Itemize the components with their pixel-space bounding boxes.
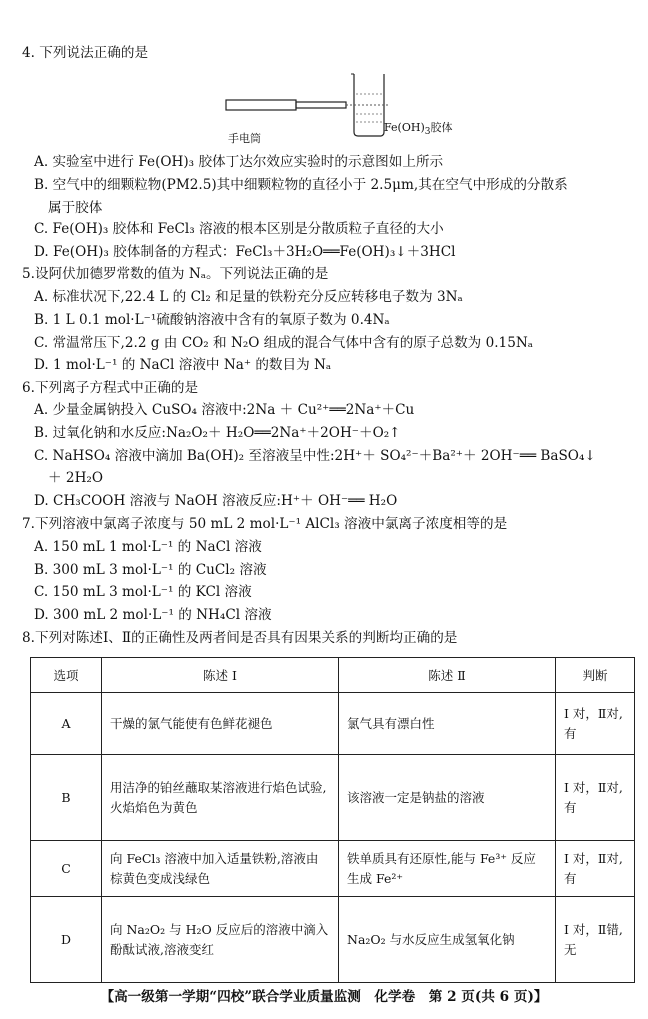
row-judgment: Ⅰ 对，Ⅱ错,无	[556, 897, 635, 983]
q5-option-b: B. 1 L 0.1 mol·L⁻¹硫酸钠溶液中含有的氧原子数为 0.4Nₐ	[34, 312, 390, 328]
q7-option-a: A. 150 mL 1 mol·L⁻¹ 的 NaCl 溶液	[34, 539, 262, 555]
header-statement-1: 陈述 Ⅰ	[102, 658, 339, 693]
q4-option-c: C. Fe(OH)₃ 胶体和 FeCl₃ 溶液的根本区别是分散质粒子直径的大小	[34, 221, 444, 237]
row-option: A	[31, 693, 102, 755]
flashlight-label: 手电筒	[228, 132, 261, 145]
row-judgment: Ⅰ 对，Ⅱ对,有	[556, 693, 635, 755]
row-statement-1: 干燥的氯气能使有色鲜花褪色	[102, 693, 339, 755]
header-statement-2: 陈述 Ⅱ	[339, 658, 556, 693]
table-header-row	[31, 658, 635, 693]
q7-option-b: B. 300 mL 3 mol·L⁻¹ 的 CuCl₂ 溶液	[34, 562, 267, 578]
q6-option-c: C. NaHSO₄ 溶液中滴加 Ba(OH)₂ 至溶液呈中性:2H⁺＋ SO₄²⁻＋Ba²⁺＋ 2OH⁻══ BaSO₄↓	[34, 448, 596, 464]
q6-option-a: A. 少量金属钠投入 CuSO₄ 溶液中:2Na ＋ Cu²⁺══2Na⁺＋Cu	[34, 402, 415, 418]
q6-option-d: D. CH₃COOH 溶液与 NaOH 溶液反应:H⁺＋ OH⁻══ H₂O	[34, 493, 398, 509]
page-footer: 【高一级第一学期“四校”联合学业质量监测 化学卷 第 2 页(共 6 页)】	[100, 989, 548, 1005]
q7-title: 7.下列溶液中氯离子浓度与 50 mL 2 mol·L⁻¹ AlCl₃ 溶液中氯离子浓度相等的是	[22, 516, 508, 532]
q4-option-b: B. 空气中的细颗粒物(PM2.5)其中细颗粒物的直径小于 2.5μm,其在空气中形成的分散系	[34, 177, 568, 193]
q8-table	[30, 657, 635, 983]
q5-title: 5.设阿伏加德罗常数的值为 Nₐ。下列说法正确的是	[22, 266, 329, 282]
q6-option-b: B. 过氧化钠和水反应:Na₂O₂＋ H₂O══2Na⁺＋2OH⁻＋O₂↑	[34, 425, 401, 441]
q4-title: 4. 下列说法正确的是	[22, 45, 149, 61]
q5-option-d: D. 1 mol·L⁻¹ 的 NaCl 溶液中 Na⁺ 的数目为 Nₐ	[34, 357, 332, 373]
q4-option-a: A. 实验室中进行 Fe(OH)₃ 胶体丁达尔效应实验时的示意图如上所示	[34, 154, 444, 170]
colloid-label: $Fe(OH)_3$胶体	[384, 121, 453, 138]
header-judgment: 判断	[556, 658, 635, 693]
row-statement-2: 该溶液一定是钠盐的溶液	[339, 755, 556, 841]
row-statement-1: 用洁净的铂丝蘸取某溶液进行焰色试验,火焰焰色为黄色	[102, 755, 339, 841]
row-statement-2: 铁单质具有还原性,能与 Fe³⁺ 反应生成 Fe²⁺	[339, 841, 556, 897]
table-row	[31, 897, 635, 983]
row-option: B	[31, 755, 102, 841]
table-row	[31, 841, 635, 897]
row-statement-1: 向 FeCl₃ 溶液中加入适量铁粉,溶液由棕黄色变成浅绿色	[102, 841, 339, 897]
row-judgment: Ⅰ 对，Ⅱ对,有	[556, 841, 635, 897]
q5-option-a: A. 标准状况下,22.4 L 的 Cl₂ 和足量的铁粉充分反应转移电子数为 3Nₐ	[34, 289, 463, 305]
q6-option-c-cont: ＋ 2H₂O	[48, 470, 104, 486]
row-option: D	[31, 897, 102, 983]
row-option: C	[31, 841, 102, 897]
row-statement-2: 氯气具有漂白性	[339, 693, 556, 755]
q5-option-c: C. 常温常压下,2.2 g 由 CO₂ 和 N₂O 组成的混合气体中含有的原子总数为 0.15Nₐ	[34, 335, 533, 351]
q6-title: 6.下列离子方程式中正确的是	[22, 380, 199, 396]
row-judgment: Ⅰ 对，Ⅱ对,有	[556, 755, 635, 841]
q4-option-b-cont: 属于胶体	[48, 200, 103, 216]
q4-option-d: D. Fe(OH)₃ 胶体制备的方程式：FeCl₃＋3H₂O══Fe(OH)₃↓＋3HCl	[34, 244, 456, 260]
row-statement-2: Na₂O₂ 与水反应生成氢氧化钠	[339, 897, 556, 983]
header-option: 选项	[31, 658, 102, 693]
q7-option-d: D. 300 mL 2 mol·L⁻¹ 的 NH₄Cl 溶液	[34, 607, 272, 623]
q7-option-c: C. 150 mL 3 mol·L⁻¹ 的 KCl 溶液	[34, 584, 252, 600]
table-row	[31, 693, 635, 755]
q8-title: 8.下列对陈述Ⅰ、Ⅱ的正确性及两者间是否具有因果关系的判断均正确的是	[22, 630, 458, 646]
row-statement-1: 向 Na₂O₂ 与 H₂O 反应后的溶液中滴入酚酞试液,溶液变红	[102, 897, 339, 983]
table-row	[31, 755, 635, 841]
